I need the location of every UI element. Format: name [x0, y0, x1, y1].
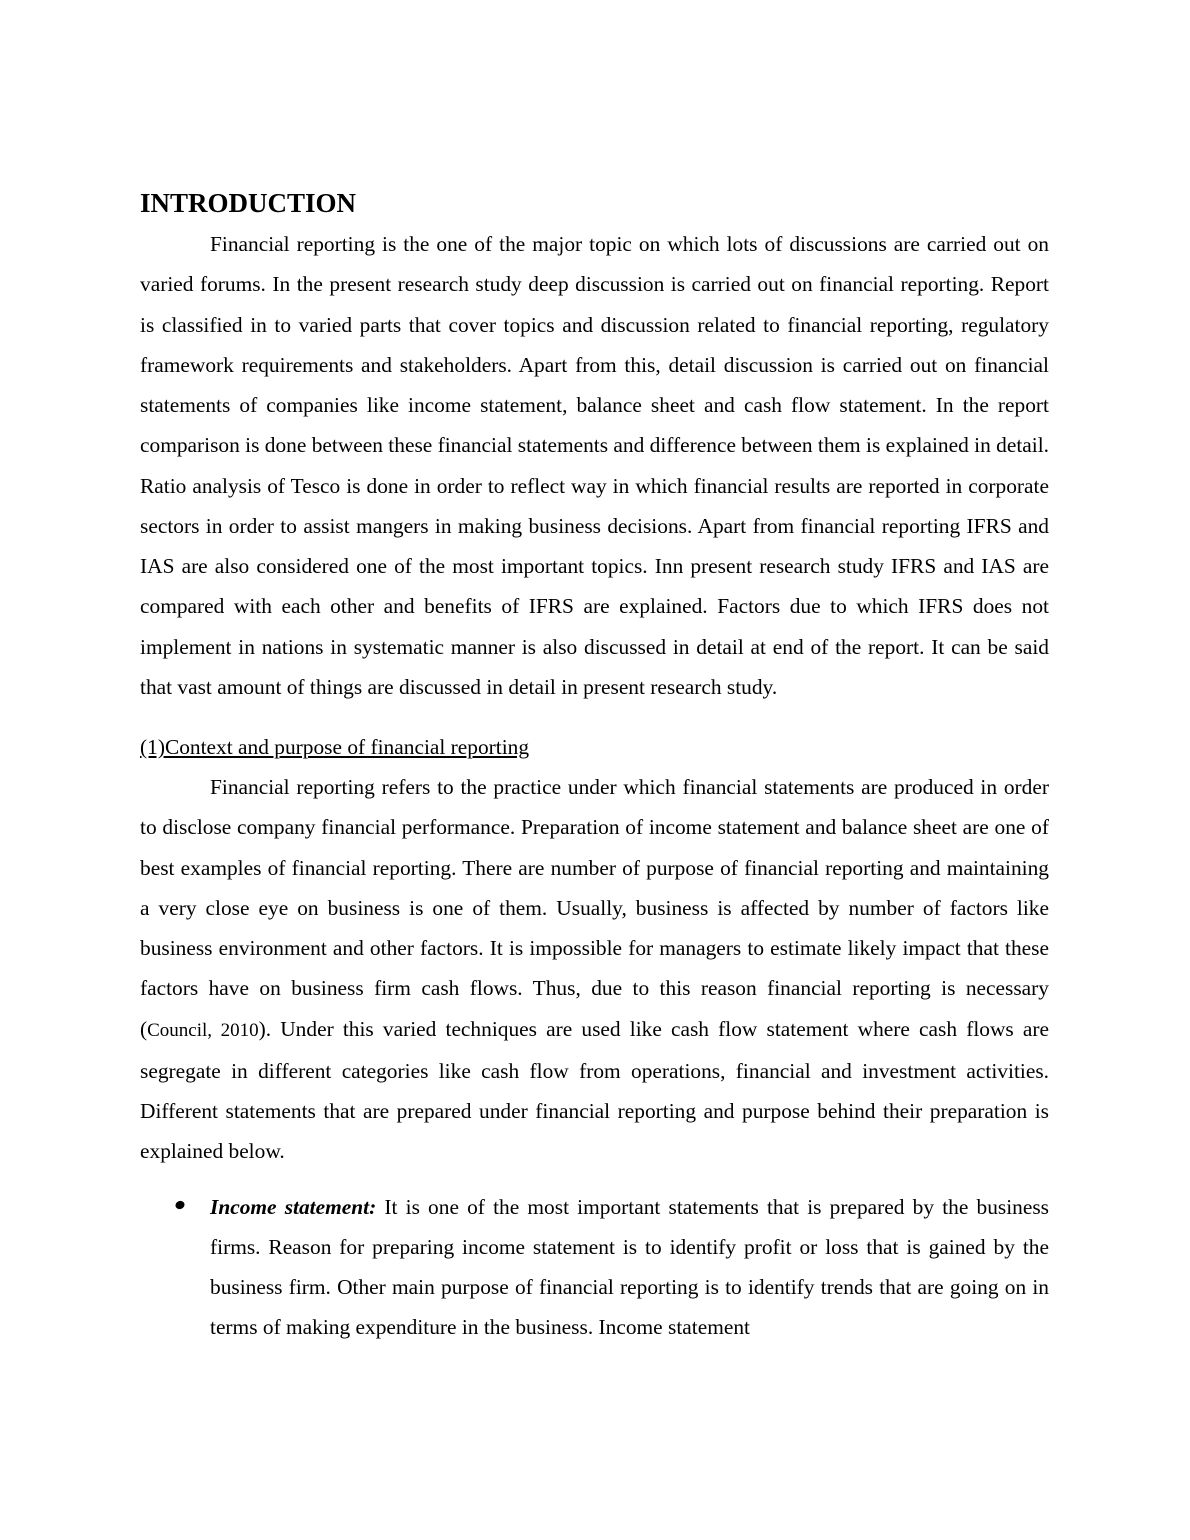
paragraph-text-after-citation: ). Under this varied techniques are used like cash flow statement where cash flows are segregate in different categories like cash flow from operations, financial and investment activities. Different statements that are prepared under financial reporting and purpose behind their preparation is explained below. — [140, 1016, 1049, 1164]
bullet-icon — [174, 1199, 185, 1210]
bullet-text: It is one of the most important statements that is prepared by the business firms. Reason for preparing income statement is to identify profit or loss that is gained by the business firm. Other main purpose of financial reporting is to identify trends that are going on in terms of making expenditure in the business. Income statement — [210, 1194, 1050, 1340]
bullet-title: Income statement: — [210, 1194, 377, 1219]
introduction-heading: INTRODUCTION — [140, 188, 357, 218]
page-content — [140, 185, 1049, 1348]
bullet-item-income-statement — [140, 1187, 1049, 1348]
introduction-paragraph: Financial reporting is the one of the major topic on which lots of discussions are carried out on varied forums. In the present research study deep discussion is carried out on financial reporting. Report is classified in to varied parts that cover topics and discussion related to financial reporting, regulatory framework requirements and stakeholders. Apart from this, detail discussion is carried out on financial statements of companies like income statement, balance sheet and cash flow statement. In the report comparison is done between these financial statements and difference between them is explained in detail. Ratio analysis of Tesco is done in order to reflect way in which financial results are reported in corporate sectors in order to assist mangers in making business decisions. Apart from financial reporting IFRS and IAS are also considered one of the most important topics. Inn present research study IFRS and IAS are compared with each other and benefits of IFRS are explained. Factors due to which IFRS does not implement in nations in systematic manner is also discussed in detail at end of the report. It can be said that vast amount of things are discussed in detail in present research study. — [140, 232, 1049, 699]
paragraph-text-before-citation: Financial reporting refers to the practice under which financial statements are produced in order to disclose company financial performance. Preparation of income statement and balance sheet are one of best examples of financial reporting. There are number of purpose of financial reporting and maintaining a very close eye on business is one of them. Usually, business is affected by number of factors like business environment and other factors. It is impossible for managers to estimate likely impact that these factors have on business firm cash flows. Thus, due to this reason financial reporting is necessary ( — [140, 775, 1049, 1041]
citation: Council, 2010 — [147, 1019, 259, 1041]
statements-bullet-list — [140, 1187, 1049, 1348]
section-context-purpose-paragraph — [140, 767, 1049, 1172]
section-context-purpose-heading: (1)Context and purpose of financial reporting — [140, 735, 530, 759]
